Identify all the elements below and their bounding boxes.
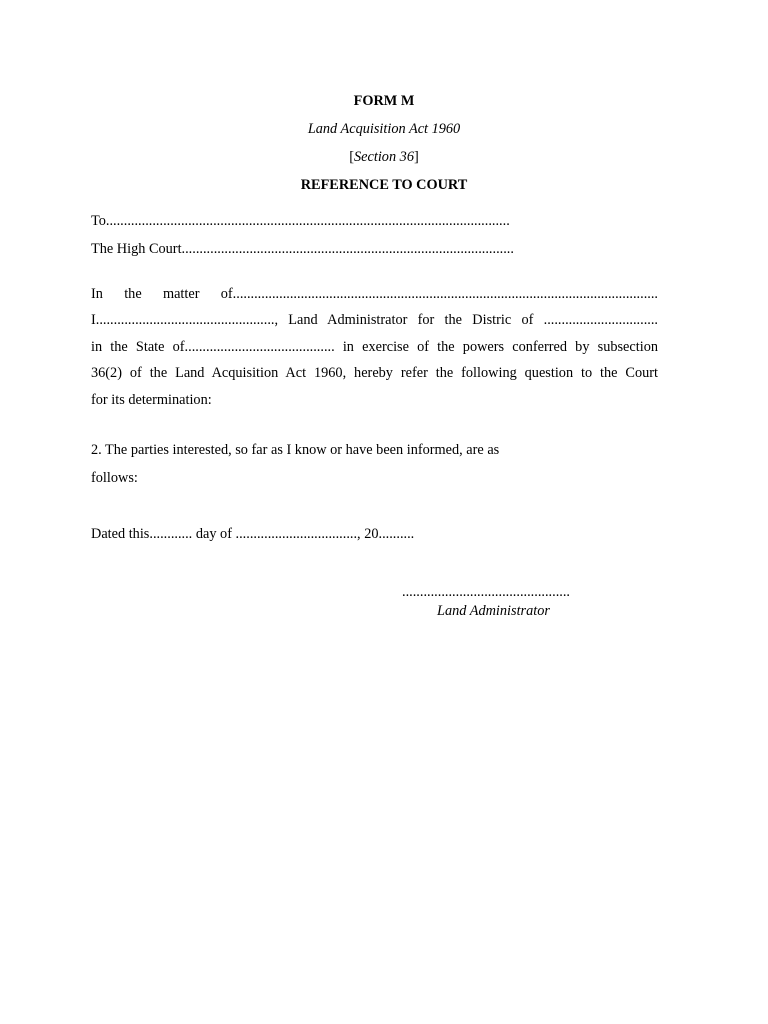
signature-title: Land Administrator — [437, 603, 550, 619]
section-bracket-close: ] — [413, 149, 419, 165]
state-line: in the State of.......................................... in exercise of the powers conferred by subsection — [91, 339, 658, 355]
parties-line: 2. The parties interested, so far as I know or have been informed, are as — [91, 442, 500, 458]
to-line: To................................................................................................................. — [91, 213, 510, 229]
act-reference-line: 36(2) of the Land Acquisition Act 1960, hereby refer the following question to the Court — [91, 365, 658, 381]
section-number: Section 36 — [354, 149, 414, 165]
act-title: Land Acquisition Act 1960 — [307, 121, 461, 137]
section-reference — [0, 148, 768, 166]
follows-line: follows: — [91, 470, 138, 486]
form-heading: REFERENCE TO COURT — [300, 177, 468, 193]
high-court-line: The High Court............................................................................................. — [91, 241, 514, 257]
signature-dots: ............................................... — [402, 584, 570, 600]
administrator-line: I.................................................., Land Administrator for the Distric of ................................ — [91, 312, 658, 328]
dated-line: Dated this............ day of .................................., 20.......... — [91, 526, 415, 542]
determination-line: for its determination: — [91, 392, 212, 408]
matter-line: In the matter of....................................................................................................................... — [91, 286, 658, 302]
section-bracket-open: [ — [349, 149, 355, 165]
form-title: FORM M — [353, 93, 415, 109]
